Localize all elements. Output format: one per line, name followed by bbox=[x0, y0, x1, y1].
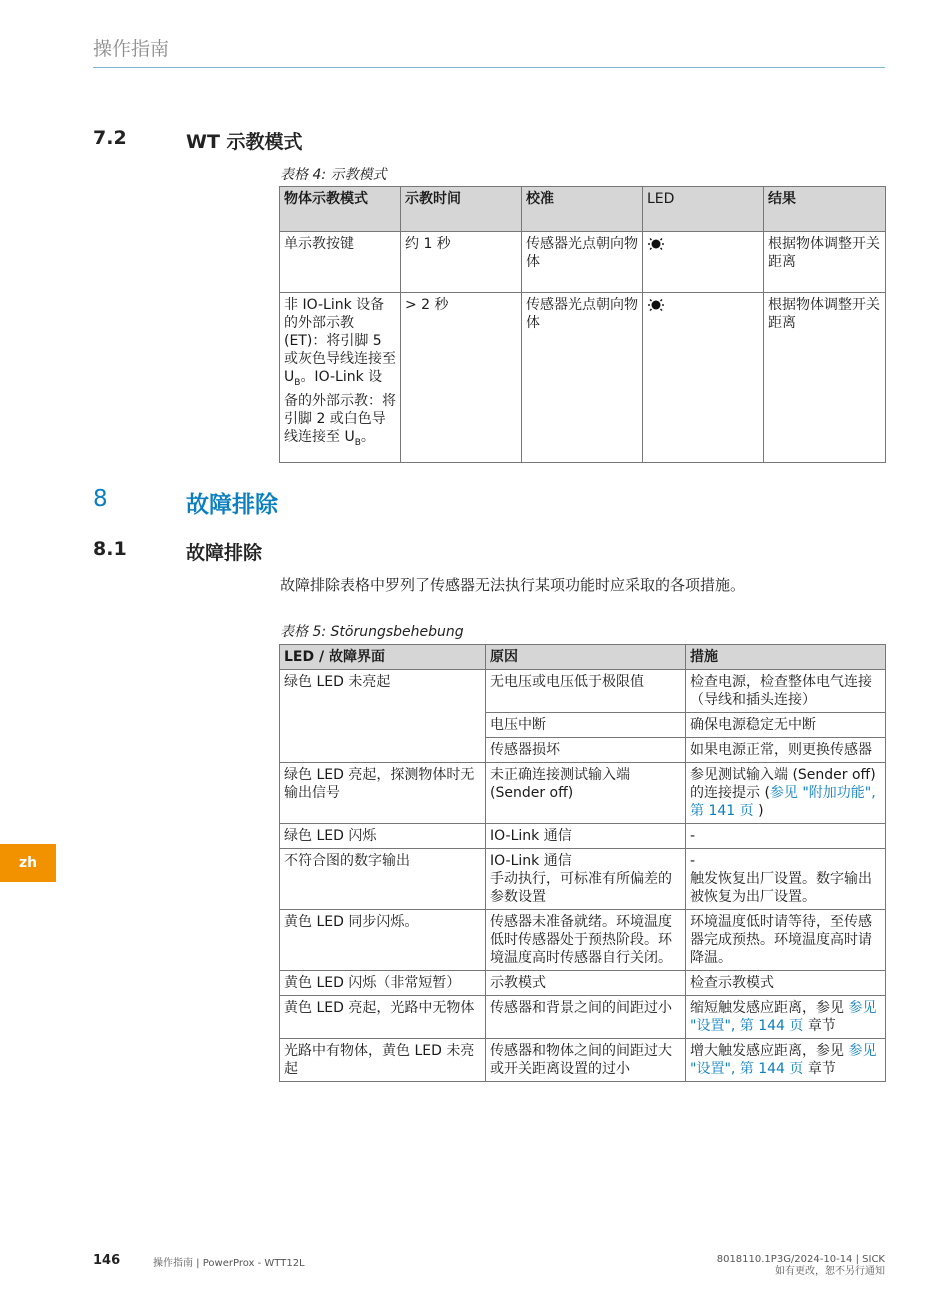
table-cell bbox=[686, 1039, 886, 1082]
chapter-number: 8 bbox=[93, 486, 108, 512]
language-tab: zh bbox=[0, 844, 56, 882]
table-cell: 确保电源稳定无中断 bbox=[686, 713, 886, 738]
table-row bbox=[280, 824, 886, 849]
troubleshooting-table bbox=[279, 644, 886, 1082]
table-row bbox=[280, 971, 886, 996]
cell-text: 手动执行，可标准有所偏差的参数设置 bbox=[490, 871, 672, 905]
table-cell: 根据物体调整开关距离 bbox=[764, 293, 886, 463]
section-number: 8.1 bbox=[93, 538, 127, 560]
table-cell: 传感器和物体之间的间距过大或开关距离设置的过小 bbox=[486, 1039, 686, 1082]
table-cell: 黄色 LED 闪烁（非常短暂） bbox=[280, 971, 486, 996]
table-cell: 环境温度低时请等待，至传感器完成预热。环境温度高时请降温。 bbox=[686, 910, 886, 971]
table-cell bbox=[280, 293, 401, 463]
cell-text: 非 IO-Link 设备的外部示教 (ET)：将引脚 5 或灰色导线连接至 U bbox=[284, 297, 396, 385]
table-header-row bbox=[280, 187, 886, 232]
intro-paragraph: 故障排除表格中罗列了传感器无法执行某项功能时应采取的各项措施。 bbox=[280, 576, 746, 594]
table-cell: 检查示教模式 bbox=[686, 971, 886, 996]
cell-text: 缩短触发感应距离，参见 bbox=[690, 1000, 849, 1016]
teach-mode-table bbox=[279, 186, 886, 463]
section-title: WT 示教模式 bbox=[186, 131, 303, 153]
column-header: 原因 bbox=[486, 645, 686, 670]
table-cell: 传感器光点朝向物体 bbox=[522, 293, 643, 463]
footer-doc-title: 操作指南 | PowerProx - WTT12L bbox=[153, 1258, 305, 1269]
table-cell: 约 1 秒 bbox=[401, 232, 522, 293]
cross-reference-link[interactable]: 参见 "附加功能", 第 141 页 bbox=[690, 785, 876, 819]
cell-text: 增大触发感应距离，参见 bbox=[690, 1043, 849, 1059]
cell-text: 参见测试输入端 (Sender off) 的连接提示 ( bbox=[690, 767, 876, 801]
cell-text: 触发恢复出厂设置。数字输出被恢复为出厂设置。 bbox=[690, 871, 872, 905]
table-header-row bbox=[280, 645, 886, 670]
column-header: 校准 bbox=[522, 187, 643, 232]
table-row bbox=[280, 849, 886, 910]
table-cell: 电压中断 bbox=[486, 713, 686, 738]
table-cell bbox=[686, 849, 886, 910]
table-cell: > 2 秒 bbox=[401, 293, 522, 463]
section-title: 故障排除 bbox=[186, 542, 263, 564]
cross-reference-link[interactable]: 参见 "设置", 第 144 页 bbox=[690, 1000, 877, 1034]
column-header: 示教时间 bbox=[401, 187, 522, 232]
table-cell: 无电压或电压低于极限值 bbox=[486, 670, 686, 713]
table-cell bbox=[643, 232, 764, 293]
table-cell bbox=[643, 293, 764, 463]
header-rule bbox=[93, 67, 885, 68]
table-cell: 传感器光点朝向物体 bbox=[522, 232, 643, 293]
table-row bbox=[280, 763, 886, 824]
cell-text: 章节 bbox=[803, 1018, 836, 1034]
page-number: 146 bbox=[93, 1253, 121, 1268]
table-row bbox=[280, 1039, 886, 1082]
cell-text: ) bbox=[753, 803, 764, 819]
footer-doc-id: 8018110.1P3G/2024-10-14 | SICK bbox=[716, 1254, 885, 1265]
table-row bbox=[280, 996, 886, 1039]
table-cell: 传感器未准备就绪。环境温度低时传感器处于预热阶段。环境温度高时传感器自行关闭。 bbox=[486, 910, 686, 971]
cell-text: - bbox=[690, 853, 696, 869]
table-cell: 传感器损坏 bbox=[486, 738, 686, 763]
cell-text: 。 bbox=[360, 428, 375, 445]
table5-caption: 表格 5: Störungsbehebung bbox=[280, 624, 464, 640]
table-row bbox=[280, 910, 886, 971]
table-cell: IO-Link 通信 bbox=[486, 824, 686, 849]
table-cell: 绿色 LED 亮起，探测物体时无输出信号 bbox=[280, 763, 486, 824]
table-row bbox=[280, 293, 886, 463]
subscript: B bbox=[294, 377, 301, 388]
column-header: 物体示教模式 bbox=[280, 187, 401, 232]
header-title: 操作指南 bbox=[93, 38, 170, 60]
cross-reference-link[interactable]: 参见 "设置", 第 144 页 bbox=[690, 1043, 877, 1077]
table-cell: 示教模式 bbox=[486, 971, 686, 996]
table-cell: 绿色 LED 未亮起 bbox=[280, 670, 486, 763]
table-cell: 黄色 LED 同步闪烁。 bbox=[280, 910, 486, 971]
subscript: B bbox=[354, 437, 361, 448]
table-cell: 检查电源，检查整体电气连接（导线和插头连接） bbox=[686, 670, 886, 713]
column-header: LED / 故障界面 bbox=[280, 645, 486, 670]
led-blinking-icon bbox=[647, 237, 665, 251]
footer-notice: 如有更改，恕不另行通知 bbox=[775, 1266, 885, 1277]
cell-text: 。IO-Link 设备的外部示教：将引脚 2 或白色导线连接至 U bbox=[284, 369, 396, 445]
table-cell bbox=[686, 763, 886, 824]
cell-text: IO-Link 通信 bbox=[490, 853, 572, 869]
table-cell bbox=[686, 996, 886, 1039]
table-cell: - bbox=[686, 824, 886, 849]
table-cell: 光路中有物体，黄色 LED 未亮起 bbox=[280, 1039, 486, 1082]
section-number: 7.2 bbox=[93, 127, 127, 149]
chapter-title: 故障排除 bbox=[186, 492, 278, 518]
table4-caption: 表格 4: 示教模式 bbox=[280, 167, 387, 183]
table-cell: 未正确连接测试输入端 (Sender off) bbox=[486, 763, 686, 824]
table-cell: 不符合图的数字输出 bbox=[280, 849, 486, 910]
table-cell bbox=[486, 849, 686, 910]
table-row bbox=[280, 670, 886, 713]
table-cell: 根据物体调整开关距离 bbox=[764, 232, 886, 293]
table-row bbox=[280, 232, 886, 293]
footer-doc-info bbox=[717, 1254, 885, 1278]
column-header: LED bbox=[643, 187, 764, 232]
table-cell: 单示教按键 bbox=[280, 232, 401, 293]
led-blinking-icon bbox=[647, 298, 665, 312]
column-header: 结果 bbox=[764, 187, 886, 232]
table-cell: 绿色 LED 闪烁 bbox=[280, 824, 486, 849]
table-cell: 传感器和背景之间的间距过小 bbox=[486, 996, 686, 1039]
column-header: 措施 bbox=[686, 645, 886, 670]
cell-text: 章节 bbox=[803, 1061, 836, 1077]
table-cell: 如果电源正常，则更换传感器 bbox=[686, 738, 886, 763]
table-cell: 黄色 LED 亮起，光路中无物体 bbox=[280, 996, 486, 1039]
